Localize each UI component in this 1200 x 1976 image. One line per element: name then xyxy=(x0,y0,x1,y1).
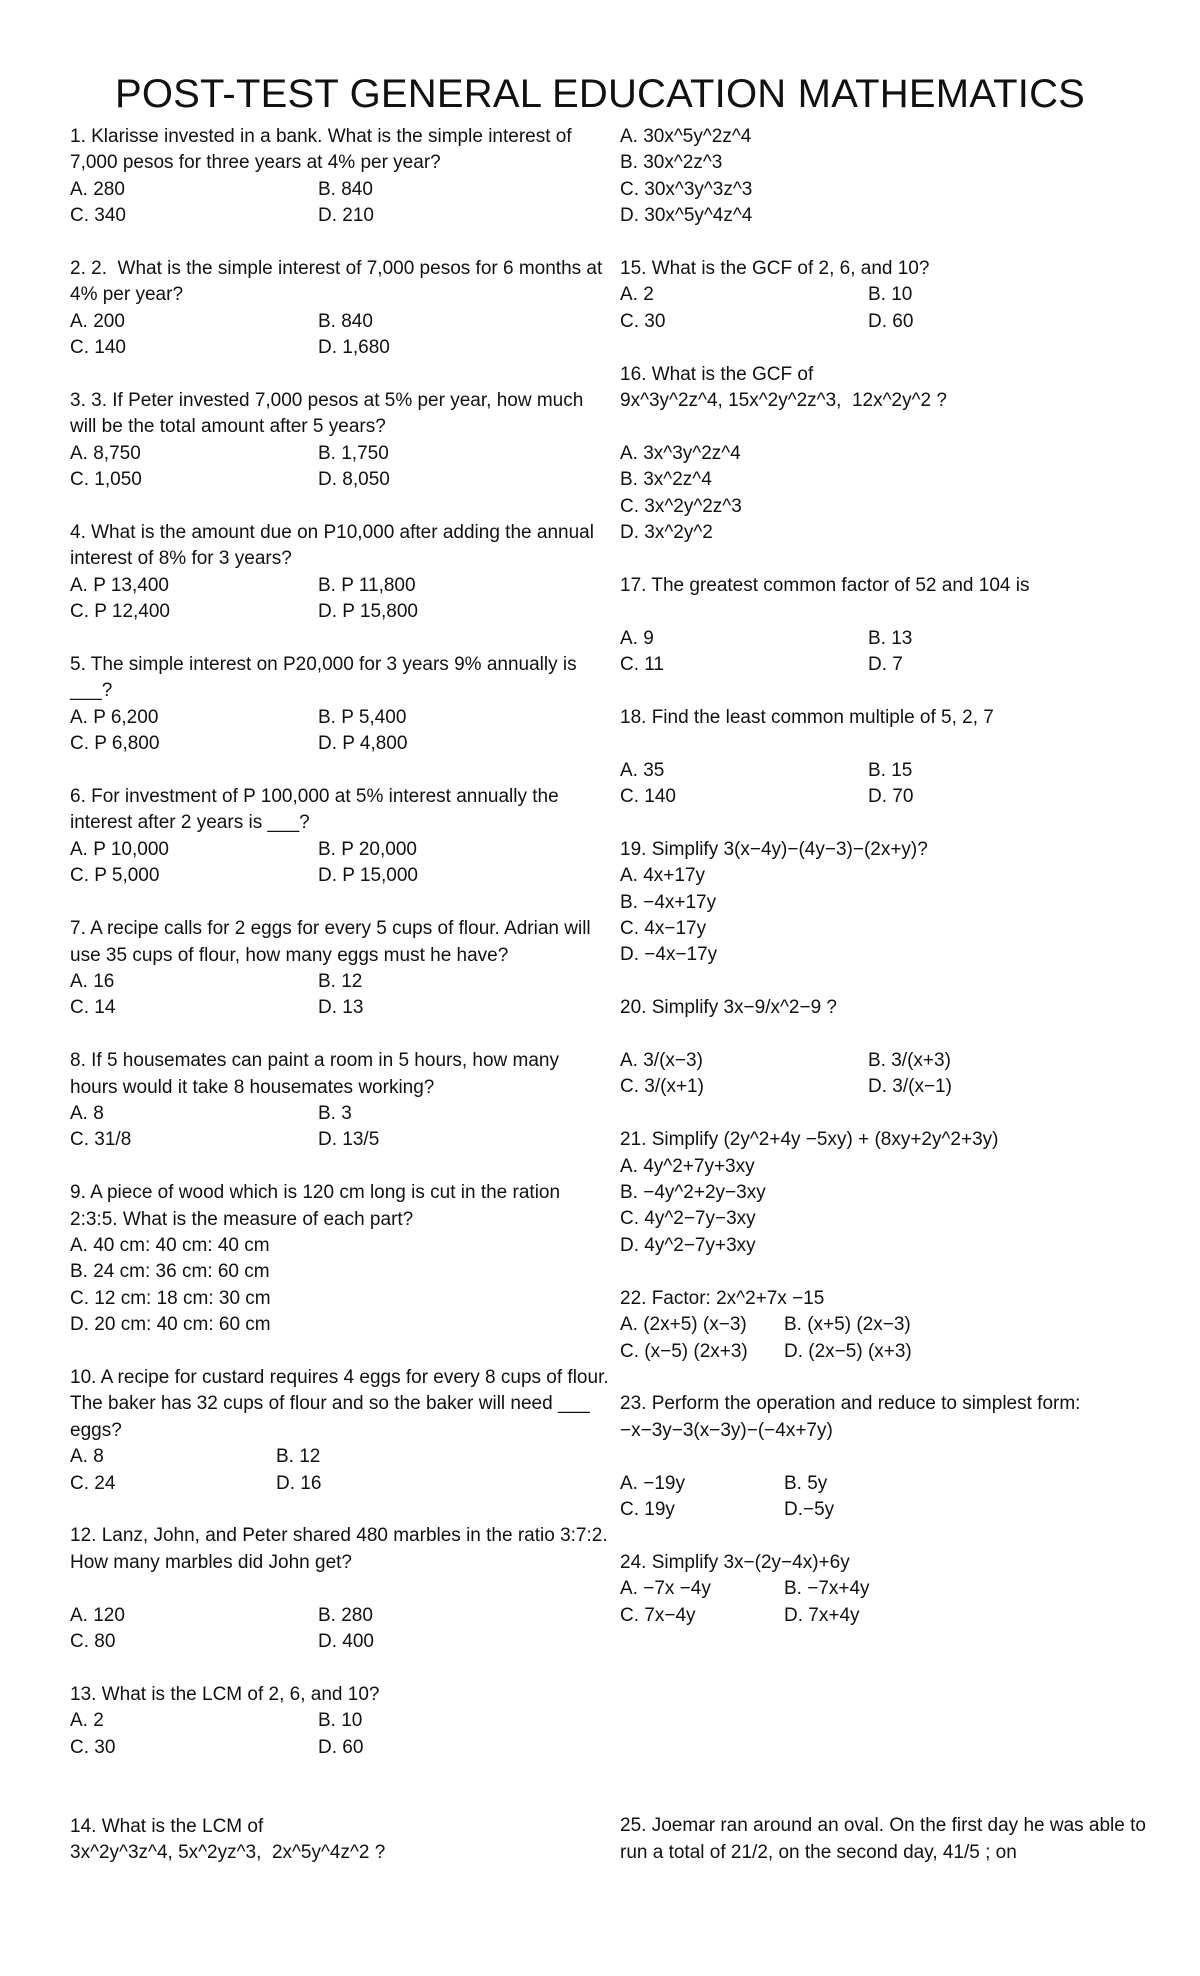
question-stem: 1. Klarisse invested in a bank. What is the simple interest of 7,000 pesos for three years at 4% per year? xyxy=(70,126,577,174)
question-stem: 13. What is the LCM of 2, 6, and 10? xyxy=(70,1683,380,1705)
choice-c: C. P 5,000 xyxy=(70,865,160,887)
question-5 xyxy=(70,652,610,758)
question-24 xyxy=(620,1550,1160,1629)
choice-d: D. 60 xyxy=(318,1736,364,1758)
question-stem: 23. Perform the operation and reduce to simplest form: −x−3y−3(x−3y)−(−4x+7y) xyxy=(620,1393,1086,1441)
choice-b: B. 12 xyxy=(318,970,363,992)
question-stem: 14. What is the LCM of xyxy=(70,1815,264,1837)
right-column xyxy=(620,124,1160,1893)
choice-d: D. 7x+4y xyxy=(784,1604,860,1626)
question-stem: 21. Simplify (2y^2+4y −5xy) + (8xy+2y^2+3y) xyxy=(620,1129,999,1151)
choice-c: C. 30 xyxy=(620,310,666,332)
choice-d: D. 8,050 xyxy=(318,469,390,491)
choice-b: B. 13 xyxy=(868,627,913,649)
choice-c: C. 3/(x+1) xyxy=(620,1076,704,1098)
choices xyxy=(620,282,1160,335)
choices xyxy=(70,705,610,758)
choice-d: D.−5y xyxy=(784,1498,835,1520)
choice-b: B. 5y xyxy=(784,1472,828,1494)
choice-b: B. 3x^2z^4 xyxy=(620,469,712,491)
choice-a: A. 120 xyxy=(70,1604,125,1626)
question-20 xyxy=(620,995,1160,1101)
choice-d: D. −4x−17y xyxy=(620,944,718,966)
choice-b: B. −7x+4y xyxy=(784,1578,870,1600)
choice-a: A. 4y^2+7y+3xy xyxy=(620,1155,755,1177)
choice-d: D. 30x^5y^4z^4 xyxy=(620,205,753,227)
question-stem: 12. Lanz, John, and Peter shared 480 marbles in the ratio 3:7:2. How many marbles did John get? xyxy=(70,1525,613,1573)
choice-a: A. P 13,400 xyxy=(70,574,169,596)
choice-a: A. 16 xyxy=(70,970,115,992)
choice-c: C. P 6,800 xyxy=(70,733,160,755)
choice-b: B. 840 xyxy=(318,178,373,200)
question-9 xyxy=(70,1180,610,1338)
choices xyxy=(620,1576,1160,1629)
choice-c: C. 80 xyxy=(70,1630,116,1652)
choices xyxy=(70,177,610,230)
left-column xyxy=(70,124,614,1893)
choice-d: D. (2x−5) (x+3) xyxy=(784,1340,912,1362)
choices xyxy=(70,573,610,626)
choices xyxy=(70,1708,610,1761)
choice-c: C. 19y xyxy=(620,1498,675,1520)
question-stem: 7. A recipe calls for 2 eggs for every 5 cups of flour. Adrian will use 35 cups of flour, how many eggs must he have? xyxy=(70,918,596,966)
choice-a: A. 40 cm: 40 cm: 40 cm xyxy=(70,1234,270,1256)
question-stem: 25. Joemar ran around an oval. On the first day he was able to run a total of 21/2, on the second day, 41/5 ; on xyxy=(620,1815,1152,1863)
question-1 xyxy=(70,124,610,230)
question-7 xyxy=(70,916,610,1022)
question-21 xyxy=(620,1127,1160,1259)
question-14-choices xyxy=(620,124,1160,230)
choices xyxy=(620,1471,1160,1524)
question-6 xyxy=(70,784,610,890)
choice-b: B. 10 xyxy=(318,1710,363,1732)
choice-b: B. P 11,800 xyxy=(318,574,416,596)
choice-b: B. 15 xyxy=(868,759,913,781)
question-stem: 17. The greatest common factor of 52 and 104 is xyxy=(620,574,1030,596)
choice-d: D. 1,680 xyxy=(318,337,390,359)
choice-b: B. 10 xyxy=(868,284,913,306)
question-23 xyxy=(620,1391,1160,1523)
choice-c: C. 140 xyxy=(620,786,676,808)
choice-d: D. 4y^2−7y+3xy xyxy=(620,1234,756,1256)
choice-a: A. 280 xyxy=(70,178,125,200)
question-expression: 3x^2y^3z^4, 5x^2yz^3, 2x^5y^4z^2 ? xyxy=(70,1842,386,1864)
choice-d: D. 16 xyxy=(276,1472,322,1494)
choice-d: D. 210 xyxy=(318,205,374,227)
choice-b: B. 24 cm: 36 cm: 60 cm xyxy=(70,1261,270,1283)
choice-c: C. P 12,400 xyxy=(70,601,171,623)
choice-d: D. 3x^2y^2 xyxy=(620,522,713,544)
choice-d: D. 60 xyxy=(868,310,914,332)
choice-a: A. 8 xyxy=(70,1446,104,1468)
choice-b: B. 3/(x+3) xyxy=(868,1050,951,1072)
choice-a: A. 200 xyxy=(70,310,125,332)
choice-a: A. −7x −4y xyxy=(620,1578,711,1600)
choice-a: A. 2 xyxy=(70,1710,104,1732)
choices xyxy=(70,441,610,494)
choice-c: C. 11 xyxy=(620,654,665,676)
question-13 xyxy=(70,1682,610,1761)
choice-d: D. 13/5 xyxy=(318,1129,380,1151)
question-18 xyxy=(620,705,1160,811)
choice-c: C. 7x−4y xyxy=(620,1604,696,1626)
choice-c: C. 30 xyxy=(70,1736,116,1758)
choice-b: B. 3 xyxy=(318,1102,352,1124)
question-25 xyxy=(620,1813,1160,1866)
choice-c: C. 12 cm: 18 cm: 30 cm xyxy=(70,1287,271,1309)
question-stem: 10. A recipe for custard requires 4 eggs for every 8 cups of flour. The baker has 32 cups of flour and so the baker will need ___ eggs? xyxy=(70,1366,614,1441)
question-3 xyxy=(70,388,610,494)
choice-a: A. 35 xyxy=(620,759,665,781)
choice-c: C. 3x^2y^2z^3 xyxy=(620,495,742,517)
choice-c: C. 31/8 xyxy=(70,1129,132,1151)
page-title: POST-TEST GENERAL EDUCATION MATHEMATICS xyxy=(114,72,1086,116)
choice-d: D. 20 cm: 40 cm: 60 cm xyxy=(70,1314,271,1336)
choice-c: C. 24 xyxy=(70,1472,116,1494)
choice-c: C. 4x−17y xyxy=(620,918,707,940)
choices xyxy=(70,1101,610,1154)
choice-c: C. 4y^2−7y−3xy xyxy=(620,1208,756,1230)
choices xyxy=(70,837,610,890)
question-stem: 24. Simplify 3x−(2y−4x)+6y xyxy=(620,1551,850,1573)
choice-d: D. 7 xyxy=(868,654,903,676)
choice-b: B. 1,750 xyxy=(318,442,389,464)
choice-d: D. P 15,000 xyxy=(318,865,419,887)
question-8 xyxy=(70,1048,610,1154)
choice-b: B. (x+5) (2x−3) xyxy=(784,1314,911,1336)
question-stem: 4. What is the amount due on P10,000 after adding the annual interest of 8% for 3 years? xyxy=(70,522,600,570)
choice-a: A. P 6,200 xyxy=(70,706,159,728)
question-stem: 22. Factor: 2x^2+7x −15 xyxy=(620,1287,825,1309)
choice-d: D. P 15,800 xyxy=(318,601,419,623)
choices xyxy=(70,309,610,362)
choice-a: A. P 10,000 xyxy=(70,838,169,860)
question-stem: 18. Find the least common multiple of 5, 2, 7 xyxy=(620,706,994,728)
question-17 xyxy=(620,573,1160,679)
question-stem: 8. If 5 housemates can paint a room in 5 hours, how many hours would it take 8 housemates working? xyxy=(70,1050,565,1098)
question-22 xyxy=(620,1286,1160,1365)
choice-b: B. 840 xyxy=(318,310,373,332)
question-stem: 5. The simple interest on P20,000 for 3 years 9% annually is ___? xyxy=(70,654,582,702)
choice-b: B. −4y^2+2y−3xy xyxy=(620,1182,766,1204)
choices xyxy=(620,626,1160,679)
question-stem: 2. 2. What is the simple interest of 7,000 pesos for 6 months at 4% per year? xyxy=(70,258,608,306)
choice-a: A. −19y xyxy=(620,1472,685,1494)
choice-a: A. 4x+17y xyxy=(620,865,706,887)
choice-b: B. 280 xyxy=(318,1604,373,1626)
choice-a: A. 8 xyxy=(70,1102,104,1124)
choice-c: C. (x−5) (2x+3) xyxy=(620,1340,748,1362)
question-stem: 16. What is the GCF of xyxy=(620,363,814,385)
choice-a: A. (2x+5) (x−3) xyxy=(620,1314,747,1336)
question-4 xyxy=(70,520,610,626)
choices xyxy=(620,1048,1160,1101)
choices xyxy=(620,758,1160,811)
choice-c: C. 1,050 xyxy=(70,469,142,491)
choice-b: B. −4x+17y xyxy=(620,891,717,913)
question-10 xyxy=(70,1365,614,1497)
choices xyxy=(70,1603,610,1656)
question-stem: 9. A piece of wood which is 120 cm long is cut in the ration 2:3:5. What is the measure of each part? xyxy=(70,1182,566,1230)
choice-a: A. 30x^5y^2z^4 xyxy=(620,126,752,147)
choice-d: D. 400 xyxy=(318,1630,374,1652)
question-stem: 20. Simplify 3x−9/x^2−9 ? xyxy=(620,997,837,1019)
question-expression: 9x^3y^2z^4, 15x^2y^2z^3, 12x^2y^2 ? xyxy=(620,390,947,412)
choice-c: C. 140 xyxy=(70,337,126,359)
choice-a: A. 2 xyxy=(620,284,654,306)
question-19 xyxy=(620,837,1160,969)
choice-c: C. 14 xyxy=(70,997,116,1019)
question-stem: 15. What is the GCF of 2, 6, and 10? xyxy=(620,258,930,280)
question-16 xyxy=(620,362,1160,547)
choice-a: A. 3/(x−3) xyxy=(620,1050,703,1072)
choice-a: A. 9 xyxy=(620,627,654,649)
choice-d: D. P 4,800 xyxy=(318,733,408,755)
question-stem: 6. For investment of P 100,000 at 5% interest annually the interest after 2 years is ___? xyxy=(70,786,564,834)
choice-b: B. 30x^2z^3 xyxy=(620,152,723,174)
choice-a: A. 3x^3y^2z^4 xyxy=(620,442,741,464)
question-12 xyxy=(70,1523,613,1655)
question-2 xyxy=(70,256,610,362)
choices xyxy=(620,1312,1160,1365)
choice-b: B. 12 xyxy=(276,1446,321,1468)
choices xyxy=(70,1444,610,1497)
choice-b: B. P 5,400 xyxy=(318,706,407,728)
choice-c: C. 340 xyxy=(70,205,126,227)
choices xyxy=(70,969,610,1022)
choice-d: D. 13 xyxy=(318,997,364,1019)
question-15 xyxy=(620,256,1160,335)
choice-d: D. 70 xyxy=(868,786,914,808)
choice-c: C. 30x^3y^3z^3 xyxy=(620,178,753,200)
question-stem: 19. Simplify 3(x−4y)−(4y−3)−(2x+y)? xyxy=(620,838,928,860)
question-14 xyxy=(70,1814,610,1867)
choice-b: B. P 20,000 xyxy=(318,838,417,860)
choice-d: D. 3/(x−1) xyxy=(868,1076,952,1098)
question-stem: 3. 3. If Peter invested 7,000 pesos at 5% per year, how much will be the total amount after 5 years? xyxy=(70,390,589,438)
choice-a: A. 8,750 xyxy=(70,442,141,464)
